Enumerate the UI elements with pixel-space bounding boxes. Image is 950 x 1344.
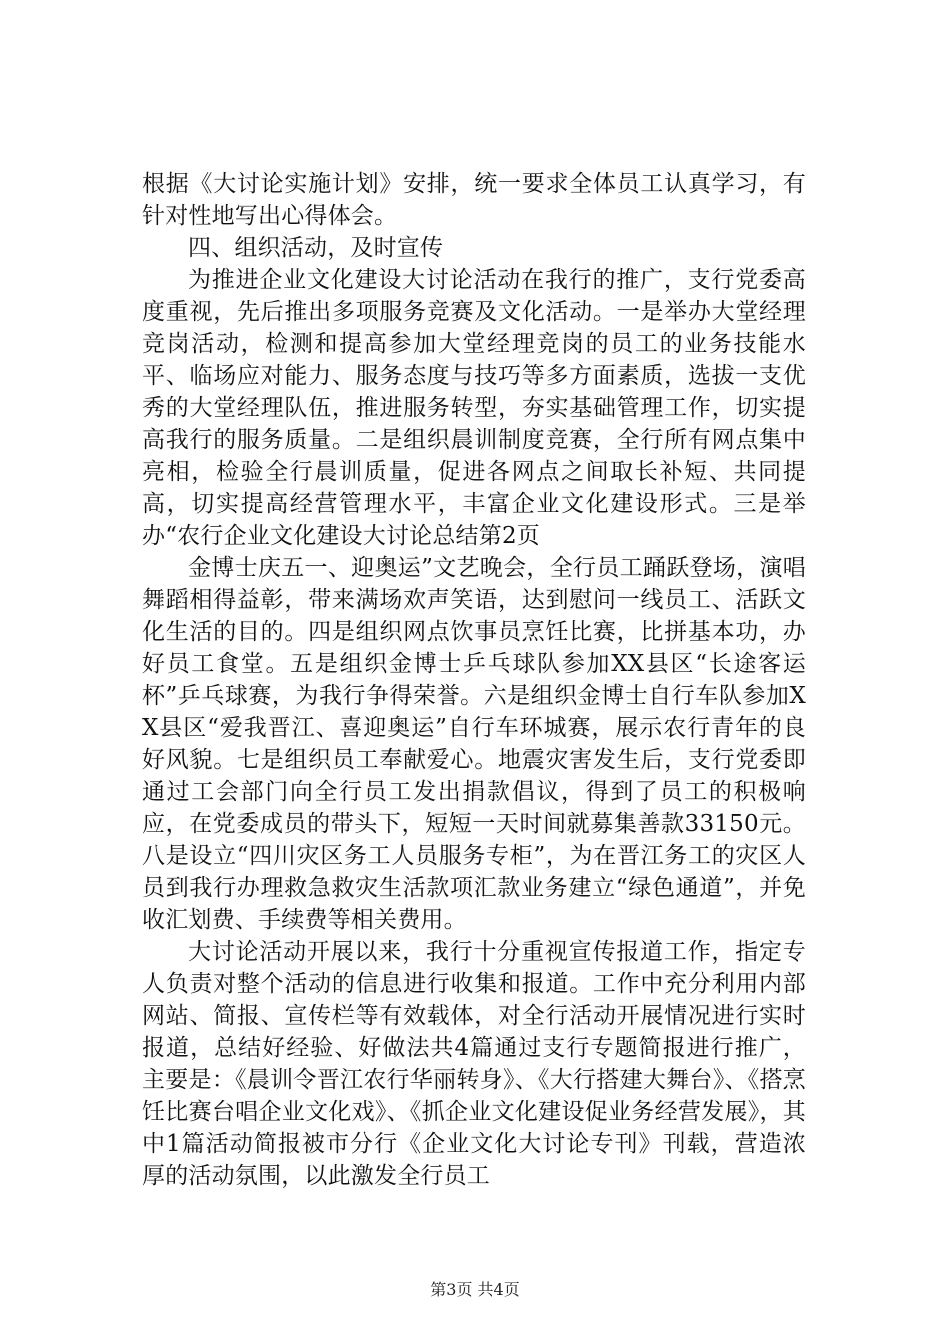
paragraph-activities: 为推进企业文化建设大讨论活动在我行的推广，支行党委高度重视，先后推出多项服务竞赛及文化活动。一是举办大堂经理竞岗活动，检测和提高参加大堂经理竞岗的员工的业务技能水平、临场应对能力、服务态度与技巧等多方面素质，选拔一支优秀的大堂经理队伍，推进服务转型，夯实基础管理工作，切实提高我行的服务质量。二是组织晨训制度竞赛，全行所有网点集中亮相，检验全行晨训质量，促进各网点之间取长补短、共同提高，切实提高经营管理水平，丰富企业文化建设形式。三是举办“农行企业文化建设大讨论总结第2页 (142, 267, 806, 549)
paragraph-events: 金博士庆五一、迎奥运”文艺晚会，全行员工踊跃登场，演唱舞蹈相得益彰，带来满场欢声笑语，达到慰问一线员工、活跃文化生活的目的。四是组织网点饮事员烹饪比赛，比拼基本功，办好员工食堂。五是组织金博士乒乓球队参加XX县区“长途客运杯”乒乓球赛，为我行争得荣誉。六是组织金博士自行车队参加XX县区“爱我晋江、喜迎奥运”自行车环城赛，展示农行青年的良好风貌。七是组织员工奉献爱心。地震灾害发生后，支行党委即通过工会部门向全行员工发出捐款倡议，得到了员工的积极响应，在党委成员的带头下，短短一天时间就募集善款33150元。八是设立“四川灾区务工人员服务专柜”，为在晋江务工的灾区人员到我行办理救急救灾生活款项汇款业务建立“绿色通道”，并免收汇划费、手续费等相关费用。 (142, 555, 806, 933)
page-footer: 第3页 共4页 (430, 1280, 520, 1299)
document-body (142, 168, 806, 1192)
section-heading: 四、组织活动，及时宣传 (188, 235, 444, 261)
paragraph-publicity: 大讨论活动开展以来，我行十分重视宣传报道工作，指定专人负责对整个活动的信息进行收集和报道。工作中充分利用内部网站、简报、宣传栏等有效载体，对全行活动开展情况进行实时报道，总结好经验、好做法共4篇通过支行专题简报进行推广，主要是：《晨训令晋江农行华丽转身》、《大行搭建大舞台》、《搭烹饪比赛台唱企业文化戏》、《抓企业文化建设促业务经营发展》，其中1篇活动简报被市分行《企业文化大讨论专刊》刊载，营造浓厚的活动氛围，以此激发全行员工 (142, 939, 806, 1189)
paragraph-continuation: 根据《大讨论实施计划》安排，统一要求全体员工认真学习，有针对性地写出心得体会。 (142, 171, 806, 229)
